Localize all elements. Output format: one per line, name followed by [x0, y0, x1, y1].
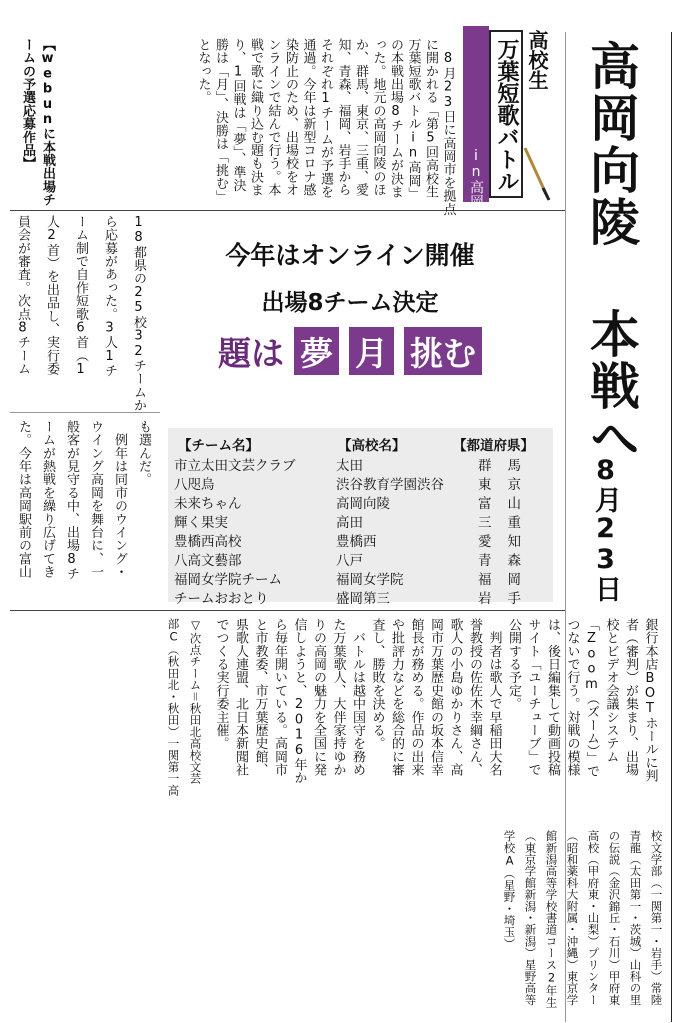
runners-up-line: 校文学部（一関第一・岩手）常陸: [649, 830, 664, 1006]
col-top-right-line: となった。: [195, 38, 211, 104]
team-name: 豊橋西高校: [174, 534, 242, 550]
article-lower: [10, 420, 160, 605]
theme-moon: 月: [349, 327, 394, 375]
header-team: 【チーム名】: [178, 438, 259, 454]
col-bottom-line: 館長が務める。作品の出来: [408, 618, 424, 777]
col-mid-left-line: 人2首）を出品し、実行委: [44, 215, 59, 376]
col-bottom-line: た万葉歌人、大伴家持ゆか: [330, 618, 346, 777]
page-border-right: [671, 32, 672, 1022]
table-row: [168, 454, 553, 474]
runners-up-line: 部C（秋田北・秋田）一関第一高: [166, 618, 181, 796]
col-lower-left-line: も選んだ。: [136, 420, 151, 486]
col-lower-left-line: た。今年は高岡駅前の富山: [16, 420, 31, 579]
prefecture: 福岡: [478, 572, 537, 588]
prefecture: 青森: [478, 553, 537, 569]
col-bottom-line: 校とビデオ会議システム: [603, 618, 619, 764]
runners-up-line: （東京学館新潟・新潟）星野高等: [523, 830, 538, 1006]
event-logo: [463, 26, 551, 208]
col-top-right-line: 8月23日に高岡市を拠点: [440, 38, 456, 216]
team-name: 福岡女学院チーム: [174, 572, 282, 588]
logo-title: 万葉短歌バトル: [494, 38, 520, 192]
col-bottom-line: 判者は歌人で早稲田大名: [486, 618, 502, 777]
logo-in-takaoka: in高岡: [468, 148, 484, 208]
divider-top: [10, 210, 565, 211]
logo-title-box: [489, 30, 523, 198]
col-mid-left-line: 18都県の25校32チームか: [131, 215, 146, 412]
prefecture: 愛知: [478, 534, 537, 550]
team-name: 輝く果実: [174, 515, 228, 531]
team-name: 八咫烏: [174, 477, 215, 493]
col-bottom-line: 県歌人連盟、北日本新聞社: [233, 618, 248, 777]
col-top-right-line: 通過。今年は新型コロナ感: [300, 38, 316, 197]
team-name: チームおおとり: [174, 591, 269, 607]
school-name: 太田: [336, 458, 363, 474]
col-mid-left-line: ーム制で自作短歌6首（1: [73, 215, 88, 378]
col-lower-left-line: ームが熱戦を繰り広げてき: [40, 420, 55, 579]
col-top-right-line: 戦で歌に織り込む題も決ま: [248, 38, 263, 197]
col-mid-left-line: 員会が審査。次点8チーム: [15, 215, 30, 376]
team-name: 八高文藝部: [174, 553, 242, 569]
divider-bottom: [10, 610, 565, 611]
subhead-online: 今年はオンライン開催: [225, 241, 475, 270]
col-bottom-line: と市教委、市万葉歴史館、: [252, 618, 268, 777]
col-bottom-line: 査し、勝敗を決める。: [369, 618, 385, 750]
col-bottom-line: 者（審判）が集まり、出場: [623, 618, 638, 777]
subhead-themes: [180, 327, 520, 375]
prefecture: 東京: [478, 477, 537, 493]
col-lower-left-line: 例年は同市のウイング・: [112, 420, 127, 579]
subhead-teams: 出場8チーム決定: [261, 290, 439, 316]
col-mid-left-line: ら応募があった。3人1チ: [102, 215, 117, 378]
col-bottom-line: 歌人の小島ゆかりさん、高: [447, 618, 463, 777]
runners-up-line: の伝説（金沢錦丘・石川）甲府東: [607, 830, 622, 1006]
col-top-right-line: 知、青森、福岡、岩手から: [335, 38, 351, 197]
table-row: [168, 530, 553, 550]
col-bottom-line: 公開する予定。: [506, 618, 521, 711]
logo-kokosei: 高校生: [525, 30, 549, 90]
col-top-right-line: った。地元の高岡向陵のほ: [370, 38, 386, 197]
table-row: [168, 492, 553, 512]
team-name: 未来ちゃん: [174, 496, 242, 512]
table-row: [168, 511, 553, 531]
prefecture: 三重: [478, 515, 537, 531]
webun-note-line: ームの予選応募作品】: [20, 38, 35, 170]
table-row: [168, 568, 553, 588]
col-bottom-line: 誉教授の佐佐木幸綱さん、: [467, 618, 482, 777]
teams-table: [168, 428, 553, 607]
runners-up-line: （昭和薬科大附属・沖縄）東京学: [565, 830, 580, 1006]
brush-icon: [521, 146, 551, 202]
school-name: 八戸: [336, 553, 363, 569]
mid-divider: [10, 412, 160, 413]
webun-note: [10, 38, 60, 208]
themes-prefix: 題は: [218, 333, 284, 373]
col-bottom-line: バトルは越中国守を務め: [350, 618, 365, 777]
runners-up-line: 館新潟高等学校書道コース2年生: [544, 830, 559, 1008]
team-name: 市立太田文芸クラブ: [174, 458, 296, 474]
header-school: 【高校名】: [338, 438, 406, 454]
logo-purple-band: [463, 26, 489, 208]
theme-dream: 夢: [294, 327, 339, 375]
col-lower-left-line: 般客が見守る中、出場8チ: [64, 420, 79, 581]
lead-columns: [62, 38, 458, 216]
table-header-row: [168, 434, 553, 454]
col-top-right-line: に開かれる「第5回高校生: [423, 38, 438, 199]
school-name: 高田: [336, 515, 363, 531]
school-name: 高岡向陵: [336, 496, 390, 512]
table-row: [168, 473, 553, 493]
runners-up-line: 学校A（星野・埼玉）: [502, 830, 517, 950]
subhead: [180, 236, 520, 375]
col-bottom-line: 銀行本店BOTホールに判: [642, 618, 658, 783]
prefecture: 岩手: [478, 591, 537, 607]
col-top-right-line: 染防止のため、出場校をオ: [283, 38, 298, 197]
col-bottom-line: でつくる実行委主催。: [213, 618, 229, 750]
table-row: [168, 549, 553, 569]
col-lower-left-line: ウイング高岡を舞台に、一: [88, 420, 103, 579]
col-bottom-line: や批評力などを総合的に審: [389, 618, 404, 777]
col-bottom-line: サイト「ユーチューブ」で: [525, 618, 541, 777]
school-name: 豊橋西: [336, 534, 377, 550]
col-bottom-line: つないで行う。対戦の模様: [564, 618, 580, 777]
col-bottom-line: 岡市万葉歴史館の坂本信幸: [428, 618, 443, 777]
col-top-right-line: の本戦出場8チームが決ま: [388, 38, 403, 199]
col-top-right-line: 勝は「月」、決勝は「挑む」: [213, 38, 228, 204]
runners-up-line: 青龍（太田第一・茨城）山科の里: [628, 830, 643, 1006]
col-bottom-line: りの高岡の魅力を全国に発: [311, 618, 326, 777]
prefecture: 富山: [478, 496, 537, 512]
runners-up-line: ▽次点チーム＝秋田北高校文芸: [188, 618, 203, 785]
article-mid: [10, 215, 160, 410]
school-name: 渋谷教育学園渋谷: [336, 477, 444, 493]
col-top-right-line: それぞれ1チームが予選を: [318, 38, 333, 199]
col-bottom-line: ら毎年開いている。高岡市: [272, 618, 287, 777]
article-bottom: [212, 618, 662, 833]
col-top-right-line: 万葉短歌バトルin高岡」: [405, 38, 421, 201]
headline: 高岡向陵 本戦へ: [582, 40, 640, 464]
runners-up-line: 高校（甲府東・山梨）プリンター: [586, 830, 601, 1006]
theme-challenge: 挑む: [404, 327, 482, 375]
col-bottom-line: は、後日編集して動画投稿: [545, 618, 560, 777]
school-name: 福岡女学院: [336, 572, 404, 588]
col-top-right-line: ンラインで結んで行う。本: [265, 38, 281, 197]
col-top-right-line: り、1回戦は「夢」、準決: [230, 38, 246, 192]
date-label: 8月23日: [590, 455, 621, 602]
school-name: 盛岡第三: [336, 591, 390, 607]
runners-up: [10, 618, 210, 833]
col-top-right-line: か、群馬、東京、三重、愛: [353, 38, 368, 197]
header-pref: 【都道府県】: [453, 438, 534, 454]
runners-up-cont: [500, 830, 670, 1020]
table-row: [168, 587, 553, 607]
col-bottom-line: 信しようと、2016年か: [291, 618, 307, 785]
prefecture: 群馬: [478, 458, 537, 474]
webun-note-line: 【webunに本戦出場チ: [40, 38, 55, 207]
col-bottom-line: 「Zoom（ズーム）」で: [584, 618, 599, 778]
